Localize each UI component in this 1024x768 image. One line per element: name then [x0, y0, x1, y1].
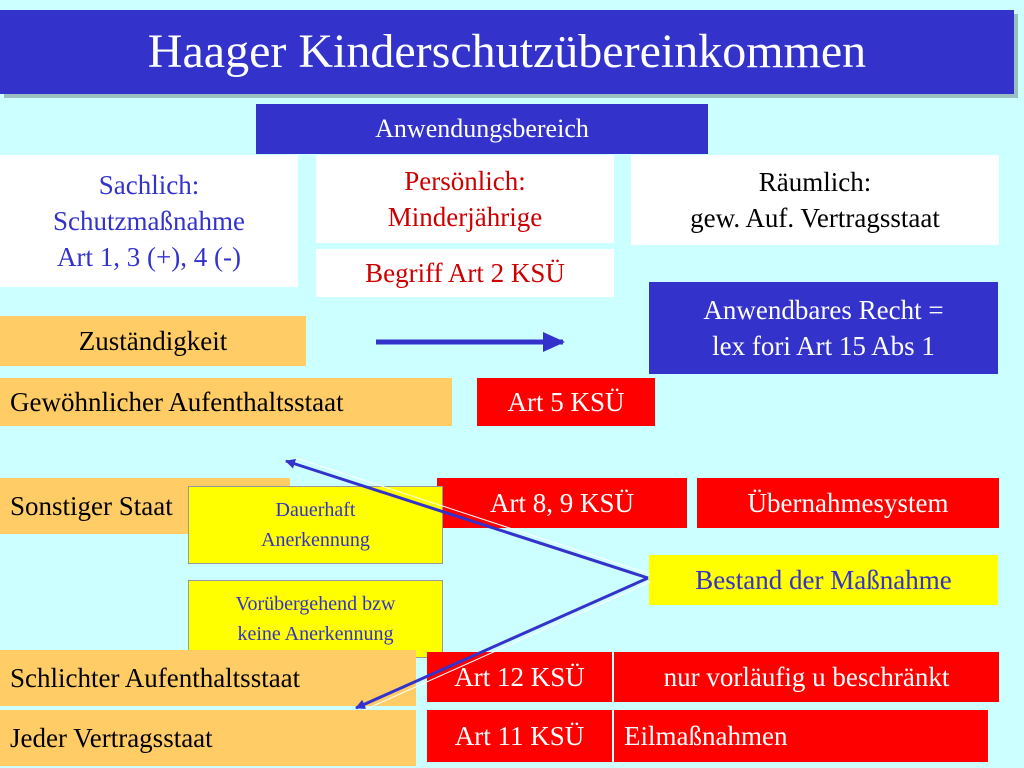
voruebergehend-arrow-shadow — [364, 582, 650, 710]
eilmassnahmen-box: Eilmaßnahmen — [614, 710, 988, 762]
sachlich-line1: Sachlich: — [98, 170, 200, 200]
art89-box: Art 8, 9 KSÜ — [437, 478, 687, 528]
raeumlich-line2: gew. Auf. Vertragsstaat — [690, 203, 940, 233]
art5-box: Art 5 KSÜ — [477, 378, 655, 426]
art11-box: Art 11 KSÜ — [427, 710, 612, 762]
slide-title: Haager Kinderschutzübereinkommen — [0, 10, 1014, 94]
sonstiger-box: Sonstiger Staat — [0, 478, 290, 534]
persoenlich-line2: Minderjährige — [387, 202, 543, 232]
schlichter-box: Schlichter Aufenthaltsstaat — [0, 650, 416, 706]
scope-header: Anwendungsbereich — [256, 104, 708, 154]
sachlich-line2: Schutzmaßnahme — [53, 206, 245, 236]
dauerhaft-arrow-shadow — [296, 458, 650, 574]
art12-box: Art 12 KSÜ — [427, 652, 612, 702]
uebernahme-box: Übernahmesystem — [697, 478, 999, 528]
zustaendigkeit-box: Zuständigkeit — [0, 316, 306, 366]
jeder-box: Jeder Vertragsstaat — [0, 710, 416, 766]
dauerhaft-line2: Anerkennung — [261, 529, 370, 551]
dauerhaft-line1: Dauerhaft — [275, 499, 356, 521]
gewoehnlicher-box: Gewöhnlicher Aufenthaltsstaat — [0, 378, 452, 426]
dauerhaft-arrow — [286, 461, 648, 578]
begriff-box: Begriff Art 2 KSÜ — [316, 249, 614, 297]
anwendbares-recht-line2: lex fori Art 15 Abs 1 — [712, 331, 935, 361]
raeumlich-line1: Räumlich: — [758, 167, 872, 197]
persoenlich-line1: Persönlich: — [404, 166, 526, 196]
voruebergehend-arrow — [356, 578, 648, 708]
bestand-box: Bestand der Maßnahme — [649, 555, 998, 605]
voruebergehend-line1: Vorübergehend bzw — [235, 593, 396, 615]
voruebergehend-line2: keine Anerkennung — [237, 623, 394, 645]
vorlaeufig-box: nur vorläufig u beschränkt — [614, 652, 999, 702]
anwendbares-recht-line1: Anwendbares Recht = — [703, 295, 944, 325]
sachlich-line3: Art 1, 3 (+), 4 (-) — [57, 242, 241, 272]
